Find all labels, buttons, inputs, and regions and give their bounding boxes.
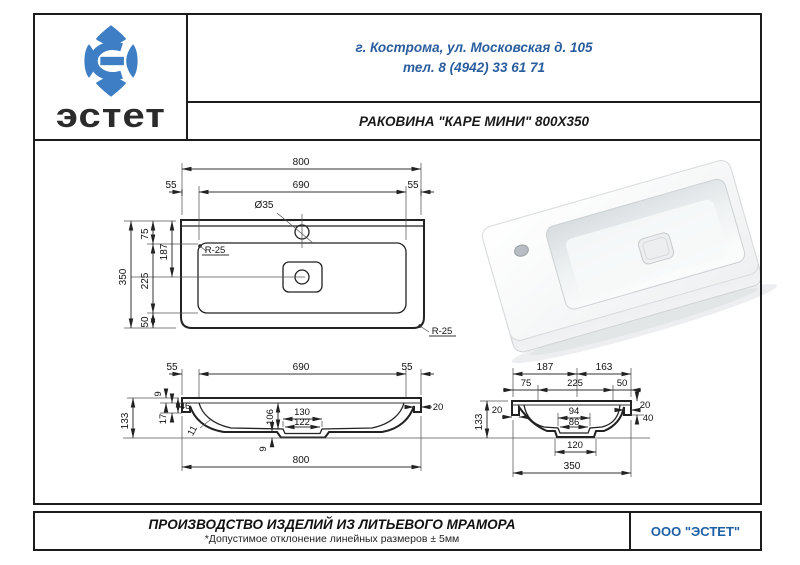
dim-cs-40: 40 [642, 413, 654, 424]
dim-ls-130: 130 [294, 407, 310, 418]
dim-ls-690: 690 [292, 362, 310, 373]
brand-cell [35, 15, 188, 139]
product-title: РАКОВИНА "КАРЕ МИНИ" 800X350 [358, 113, 590, 129]
dim-ls-122: 122 [294, 417, 310, 428]
dim-ls-55l: 55 [166, 362, 178, 373]
dim-cs-75: 75 [520, 378, 532, 389]
dim-plan-187: 187 [159, 243, 170, 261]
address-line-2: тел. 8 (4942) 33 61 71 [403, 60, 545, 75]
dim-plan-radius-bottom: R-25 [431, 326, 453, 337]
dim-cs-86: 86 [568, 417, 580, 428]
footer-text [35, 513, 629, 549]
dim-ls-11: 11 [185, 423, 200, 438]
dim-cs-20l: 20 [491, 405, 503, 416]
dim-cs-120: 120 [567, 440, 583, 451]
dim-cs-350: 350 [563, 461, 581, 472]
dim-ls-20: 20 [432, 402, 444, 413]
dim-cs-50: 50 [616, 378, 628, 389]
dim-ls-55r: 55 [401, 362, 413, 373]
dim-ls-9b: 9 [258, 446, 269, 452]
footer-production-line: ПРОИЗВОДСТВО ИЗДЕЛИЙ ИЗ ЛИТЬЕВОГО МРАМОРА [148, 517, 516, 532]
dim-plan-width: 800 [292, 157, 310, 168]
sheet-frame [33, 13, 762, 505]
company-name: ООО "ЭСТЕТ" [629, 513, 760, 549]
dim-plan-faucet-hole: Ø35 [254, 200, 274, 211]
dim-cs-163: 163 [595, 362, 613, 373]
dim-plan-75: 75 [140, 228, 151, 240]
dim-ls-46: 46 [179, 401, 191, 412]
address-line-1: г. Кострома, ул. Московская д. 105 [355, 40, 593, 55]
dim-plan-radius-top: R-25 [204, 245, 226, 256]
estet-diamond-logo-icon [73, 23, 149, 99]
dim-cs-133: 133 [474, 413, 485, 431]
dim-plan-right-offset: 55 [407, 180, 419, 191]
company-address [188, 15, 760, 103]
dim-plan-basin-width: 690 [292, 180, 310, 191]
dim-plan-left-offset: 55 [165, 180, 177, 191]
dim-ls-9: 9 [153, 391, 164, 397]
dim-ls-133: 133 [120, 412, 131, 430]
dim-cs-225: 225 [567, 378, 583, 389]
dim-plan-depth: 350 [118, 268, 129, 286]
dim-plan-225: 225 [140, 272, 151, 290]
footer-block [33, 511, 762, 551]
footer-tolerance-note: *Допустимое отклонение линейных размеров ± 5мм [204, 533, 460, 545]
dim-cs-20r: 20 [639, 400, 651, 411]
dim-ls-800: 800 [292, 455, 310, 466]
dim-ls-17: 17 [158, 413, 169, 425]
title-block [35, 15, 760, 141]
header-right [188, 15, 760, 139]
dim-ls-106: 106 [265, 409, 276, 425]
dim-cs-94: 94 [568, 406, 580, 417]
dim-cs-187: 187 [536, 362, 554, 373]
brand-wordmark: эстет [55, 96, 166, 135]
dim-plan-50: 50 [140, 316, 151, 328]
